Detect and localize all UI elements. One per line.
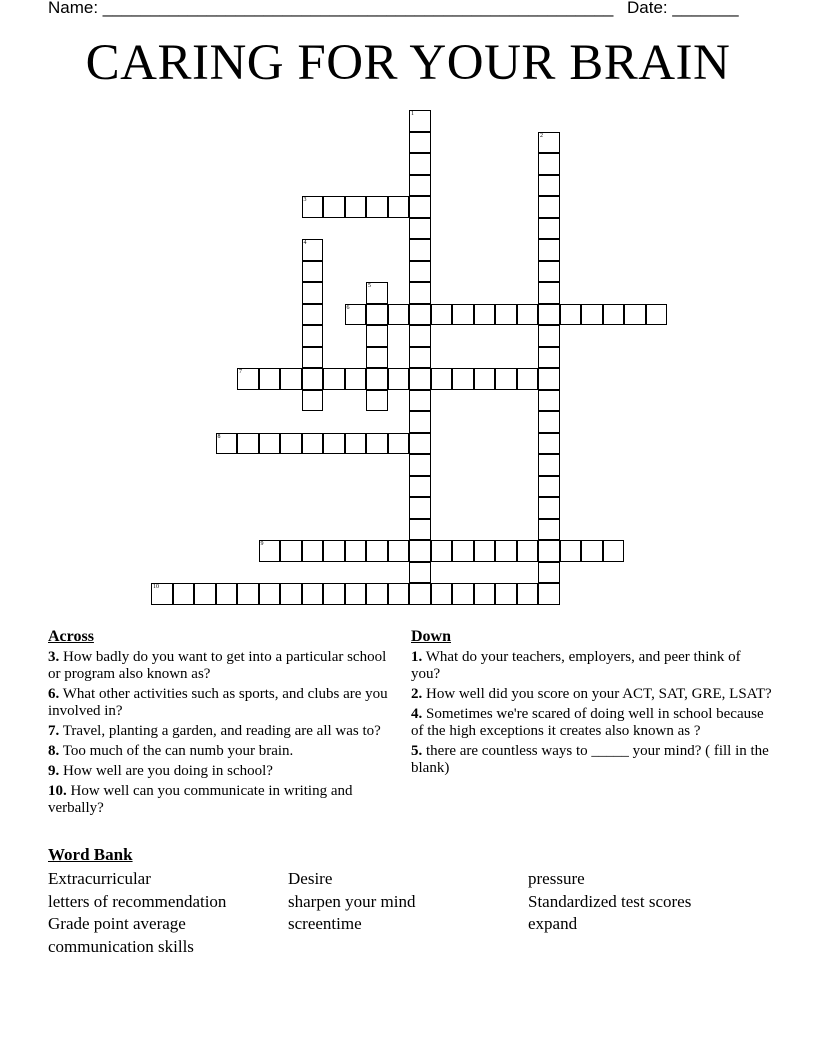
grid-cell[interactable] (302, 325, 324, 347)
clue-number-label: 2. (411, 686, 423, 702)
name-field: Name: ______________________________________________________ (48, 0, 614, 17)
grid-cell[interactable] (603, 540, 625, 562)
grid-cell[interactable] (345, 540, 367, 562)
grid-cell[interactable] (409, 218, 431, 240)
across-clue (48, 763, 388, 780)
grid-cell[interactable] (538, 411, 560, 433)
grid-cell[interactable] (409, 390, 431, 412)
clue-number: 2 (540, 132, 543, 139)
grid-cell[interactable] (366, 325, 388, 347)
clue-text: Sometimes we're scared of doing well in school because of the high exceptions it creates also known as ? (411, 706, 764, 739)
grid-cell[interactable] (624, 304, 646, 326)
grid-cell[interactable] (474, 368, 496, 390)
down-clue (411, 706, 773, 740)
clue-text: Too much of the can numb your brain. (59, 743, 294, 759)
clue-number: 5 (368, 283, 371, 289)
grid-cell[interactable] (302, 390, 324, 412)
grid-cell[interactable] (409, 153, 431, 175)
grid-cell[interactable] (237, 368, 259, 390)
grid-cell[interactable] (538, 132, 560, 154)
grid-cell[interactable] (538, 304, 560, 326)
grid-cell[interactable] (409, 476, 431, 498)
grid-cell[interactable] (409, 261, 431, 283)
page-title: CARING FOR YOUR BRAIN (85, 35, 731, 91)
clue-number: 3 (303, 197, 307, 203)
grid-cell[interactable] (237, 433, 259, 455)
word-bank-item: Extracurricular (48, 869, 151, 888)
across-clue-list (48, 649, 388, 817)
clue-text: How well did you score on your ACT, SAT, GRE, LSAT? (422, 686, 772, 702)
clue-number: 6 (346, 304, 350, 311)
word-bank-item: communication skills (48, 936, 194, 956)
word-bank-column-3 (528, 868, 691, 936)
grid-cell[interactable] (366, 540, 388, 562)
clue-text: Travel, planting a garden, and reading are all was to? (59, 723, 381, 739)
word-bank-item: pressure (528, 869, 585, 888)
grid-cell[interactable] (538, 454, 560, 476)
grid-cell[interactable] (323, 433, 345, 455)
down-clue (411, 743, 773, 777)
grid-cell[interactable] (409, 454, 431, 476)
grid-cell[interactable] (538, 540, 560, 562)
clue-number: 4 (303, 240, 307, 246)
grid-cell[interactable] (538, 583, 560, 605)
grid-cell[interactable] (517, 583, 539, 605)
grid-cell[interactable] (452, 583, 474, 605)
grid-cell[interactable] (409, 519, 431, 541)
grid-cell[interactable] (388, 583, 410, 605)
grid-cell[interactable] (517, 304, 539, 326)
grid-cell[interactable] (302, 282, 324, 304)
grid-cell[interactable] (431, 304, 453, 326)
word-bank-heading: Word Bank (48, 845, 133, 864)
grid-cell[interactable] (259, 540, 281, 562)
grid-cell[interactable] (302, 433, 324, 455)
grid-cell[interactable] (409, 562, 431, 584)
word-bank-item: screentime (288, 914, 362, 933)
grid-cell[interactable] (388, 368, 410, 390)
grid-cell[interactable] (345, 304, 367, 326)
grid-cell[interactable] (538, 175, 560, 197)
down-clue (411, 686, 773, 703)
grid-cell[interactable] (280, 583, 302, 605)
grid-cell[interactable] (409, 132, 431, 154)
grid-cell[interactable] (259, 368, 281, 390)
grid-cell[interactable] (452, 368, 474, 390)
date-field: Date: _______ (627, 0, 739, 17)
clue-number-label: 4. (411, 706, 423, 722)
down-clue (411, 649, 773, 683)
grid-cell[interactable] (323, 368, 345, 390)
grid-cell[interactable] (409, 196, 431, 218)
grid-cell[interactable] (302, 368, 324, 390)
grid-cell[interactable] (345, 368, 367, 390)
grid-cell[interactable] (409, 282, 431, 304)
grid-cell[interactable] (216, 433, 238, 455)
word-bank-item: sharpen your mind (288, 891, 416, 911)
grid-cell[interactable] (345, 196, 367, 218)
grid-cell[interactable] (409, 325, 431, 347)
grid-cell[interactable] (388, 196, 410, 218)
clue-number: 1 (411, 111, 414, 117)
grid-cell[interactable] (538, 282, 560, 304)
word-bank-item: letters of recommendation (48, 891, 227, 911)
grid-cell[interactable] (431, 368, 453, 390)
grid-cell[interactable] (366, 583, 388, 605)
down-heading: Down (411, 628, 452, 645)
grid-cell[interactable] (323, 583, 345, 605)
clue-number: 8 (217, 433, 221, 440)
grid-cell[interactable] (302, 261, 324, 283)
grid-cell[interactable] (538, 497, 560, 519)
grid-cell[interactable] (366, 433, 388, 455)
grid-cell[interactable] (259, 583, 281, 605)
across-clues (48, 628, 388, 820)
grid-cell[interactable] (409, 175, 431, 197)
across-clue (48, 743, 388, 760)
grid-cell[interactable] (538, 325, 560, 347)
grid-cell[interactable] (495, 368, 517, 390)
grid-cell[interactable] (495, 540, 517, 562)
grid-cell[interactable] (560, 304, 582, 326)
grid-cell[interactable] (366, 282, 388, 304)
grid-cell[interactable] (345, 433, 367, 455)
down-clues (411, 628, 773, 780)
grid-cell[interactable] (538, 519, 560, 541)
clue-number-label: 6. (48, 686, 60, 702)
grid-cell[interactable] (302, 239, 324, 261)
word-bank-item: Standardized test scores (528, 891, 692, 911)
grid-cell[interactable] (538, 261, 560, 283)
grid-cell[interactable] (495, 304, 517, 326)
word-bank-item: Grade point average (48, 914, 186, 933)
grid-cell[interactable] (409, 583, 431, 605)
grid-cell[interactable] (302, 540, 324, 562)
grid-cell[interactable] (366, 304, 388, 326)
grid-cell[interactable] (538, 368, 560, 390)
grid-cell[interactable] (538, 476, 560, 498)
word-bank-item: Desire (288, 869, 333, 888)
grid-cell[interactable] (194, 583, 216, 605)
across-clue (48, 649, 388, 683)
grid-cell[interactable] (474, 540, 496, 562)
grid-cell[interactable] (538, 347, 560, 369)
clue-text: How well are you doing in school? (59, 763, 273, 779)
grid-cell[interactable] (237, 583, 259, 605)
clue-number-label: 9. (48, 763, 60, 779)
clue-number-label: 7. (48, 723, 60, 739)
grid-cell[interactable] (409, 304, 431, 326)
grid-cell[interactable] (452, 540, 474, 562)
across-clue (48, 783, 388, 817)
grid-cell[interactable] (302, 196, 324, 218)
grid-cell[interactable] (216, 583, 238, 605)
grid-cell[interactable] (323, 196, 345, 218)
grid-cell[interactable] (280, 368, 302, 390)
grid-cell[interactable] (409, 347, 431, 369)
clue-number-label: 5. (411, 743, 423, 759)
grid-cell[interactable] (173, 583, 195, 605)
grid-cell[interactable] (302, 347, 324, 369)
grid-cell[interactable] (474, 583, 496, 605)
clue-number: 7 (239, 369, 242, 375)
grid-cell[interactable] (538, 196, 560, 218)
grid-cell[interactable] (366, 390, 388, 412)
clue-number: 10 (153, 584, 159, 590)
clue-text: What other activities such as sports, and clubs are you involved in? (48, 686, 388, 719)
grid-cell[interactable] (431, 583, 453, 605)
grid-cell[interactable] (366, 368, 388, 390)
clue-text: there are countless ways to _____ your mind? ( fill in the blank) (411, 743, 769, 776)
grid-cell[interactable] (538, 390, 560, 412)
word-bank-item: expand (528, 914, 578, 933)
grid-cell[interactable] (409, 497, 431, 519)
down-clue-list (411, 649, 773, 777)
across-clue (48, 686, 388, 720)
grid-cell[interactable] (431, 540, 453, 562)
grid-cell[interactable] (581, 304, 603, 326)
grid-cell[interactable] (302, 304, 324, 326)
clue-text: How badly do you want to get into a particular school or program also known as? (48, 649, 387, 682)
grid-cell[interactable] (517, 540, 539, 562)
clue-number-label: 10. (48, 783, 67, 799)
grid-cell[interactable] (452, 304, 474, 326)
clue-text: How well can you communicate in writing and verbally? (48, 783, 353, 816)
grid-cell[interactable] (366, 196, 388, 218)
grid-cell[interactable] (646, 304, 668, 326)
grid-cell[interactable] (259, 433, 281, 455)
clue-number-label: 1. (411, 649, 423, 665)
across-heading: Across (48, 628, 94, 645)
grid-cell[interactable] (603, 304, 625, 326)
grid-cell[interactable] (280, 433, 302, 455)
grid-cell[interactable] (538, 218, 560, 240)
grid-cell[interactable] (517, 368, 539, 390)
grid-cell[interactable] (538, 239, 560, 261)
grid-cell[interactable] (388, 304, 410, 326)
grid-cell[interactable] (302, 583, 324, 605)
grid-cell[interactable] (409, 433, 431, 455)
grid-cell[interactable] (409, 411, 431, 433)
word-bank-column-2 (288, 868, 415, 936)
grid-cell[interactable] (345, 583, 367, 605)
grid-cell[interactable] (409, 239, 431, 261)
clue-number-label: 3. (48, 649, 60, 665)
grid-cell[interactable] (323, 540, 345, 562)
grid-cell[interactable] (388, 540, 410, 562)
grid-cell[interactable] (280, 540, 302, 562)
grid-cell[interactable] (409, 368, 431, 390)
grid-cell[interactable] (366, 347, 388, 369)
word-bank-column-1 (48, 868, 226, 958)
grid-cell[interactable] (538, 562, 560, 584)
grid-cell[interactable] (409, 110, 431, 132)
clue-number-label: 8. (48, 743, 60, 759)
grid-cell[interactable] (474, 304, 496, 326)
grid-cell[interactable] (538, 433, 560, 455)
grid-cell[interactable] (581, 540, 603, 562)
clue-number: 9 (260, 541, 264, 547)
grid-cell[interactable] (538, 153, 560, 175)
grid-cell[interactable] (151, 583, 173, 605)
grid-cell[interactable] (388, 433, 410, 455)
grid-cell[interactable] (409, 540, 431, 562)
grid-cell[interactable] (560, 540, 582, 562)
clue-text: What do your teachers, employers, and peer think of you? (411, 649, 741, 682)
grid-cell[interactable] (495, 583, 517, 605)
across-clue (48, 723, 388, 740)
